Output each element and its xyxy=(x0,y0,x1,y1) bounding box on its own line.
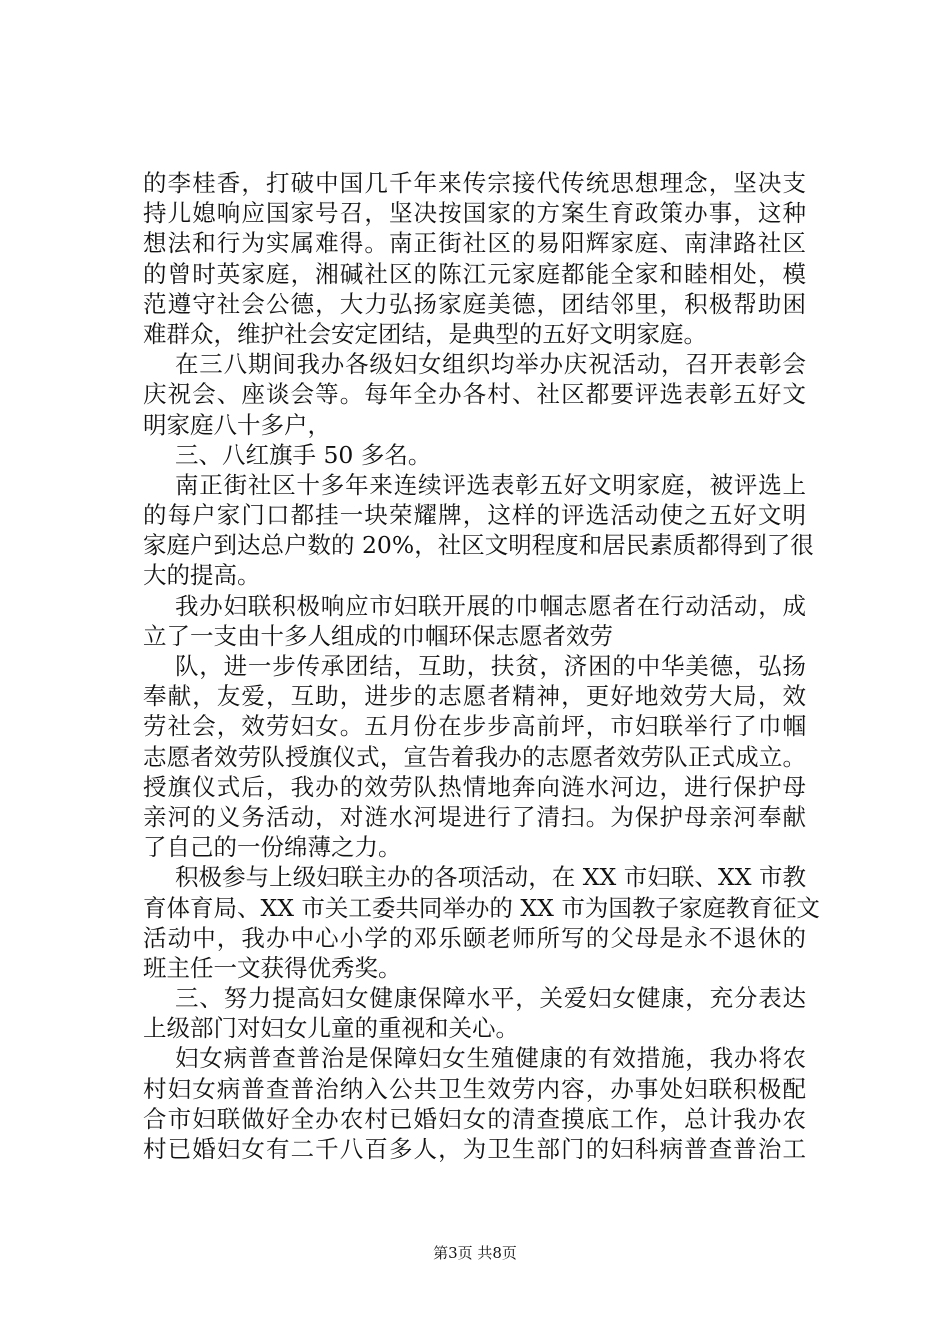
text-line: 家庭户到达总户数的 20%，社区文明程度和居民素质都得到了很 xyxy=(143,531,814,560)
text-line: 活动中，我办中心小学的邓乐颐老师所写的父母是永不退休的 xyxy=(143,923,806,952)
text-line: 积极参与上级妇联主办的各项活动，在 XX 市妇联、XX 市教 xyxy=(175,863,806,892)
text-line: 大的提高。 xyxy=(143,561,261,590)
text-line: 庆祝会、座谈会等。每年全办各村、社区都要评选表彰五好文 xyxy=(143,380,806,409)
text-line: 授旗仪式后，我办的效劳队热情地奔向涟水河边，进行保护母 xyxy=(143,772,806,801)
text-line: 的每户家门口都挂一块荣耀牌，这样的评选活动使之五好文明 xyxy=(143,501,806,530)
text-line: 持儿媳响应国家号召，坚决按国家的方案生育政策办事，这种 xyxy=(143,199,806,228)
text-line: 合市妇联做好全办农村已婚妇女的清查摸底工作，总计我办农 xyxy=(143,1104,806,1133)
text-line: 了自己的一份绵薄之力。 xyxy=(143,833,402,862)
text-line: 村妇女病普查普治纳入公共卫生效劳内容，办事处妇联积极配 xyxy=(143,1074,806,1103)
text-line: 志愿者效劳队授旗仪式，宣告着我办的志愿者效劳队正式成立。 xyxy=(143,742,806,771)
text-line: 村已婚妇女有二千八百多人，为卫生部门的妇科病普查普治工 xyxy=(143,1135,806,1163)
text-line: 在三八期间我办各级妇女组织均举办庆祝活动，召开表彰会 xyxy=(175,350,806,379)
text-line: 三、努力提高妇女健康保障水平，关爱妇女健康，充分表达 xyxy=(175,984,806,1013)
text-line: 的李桂香，打破中国几千年来传宗接代传统思想理念，坚决支 xyxy=(143,169,806,197)
page-footer: 第3页 共8页 xyxy=(433,1244,517,1262)
text-line: 三、八红旗手 50 多名。 xyxy=(175,440,432,469)
text-line: 队，进一步传承团结，互助，扶贫，济困的中华美德，弘扬 xyxy=(175,652,806,680)
text-line: 立了一支由十多人组成的巾帼环保志愿者效劳 xyxy=(143,621,613,650)
text-line: 班主任一文获得优秀奖。 xyxy=(143,953,402,982)
text-line: 劳社会，效劳妇女。五月份在步步高前坪，市妇联举行了巾帼 xyxy=(143,712,806,741)
text-line: 南正街社区十多年来连续评选表彰五好文明家庭，被评选上 xyxy=(175,470,806,499)
text-line: 范遵守社会公德，大力弘扬家庭美德，团结邻里，积极帮助困 xyxy=(143,289,806,318)
text-line: 奉献，友爱，互助，进步的志愿者精神，更好地效劳大局，效 xyxy=(143,682,806,711)
text-line: 明家庭八十多户， xyxy=(143,410,331,439)
text-line: 上级部门对妇女儿童的重视和关心。 xyxy=(143,1014,519,1043)
text-line: 我办妇联积极响应市妇联开展的巾帼志愿者在行动活动，成 xyxy=(175,591,806,620)
text-line: 育体育局、XX 市关工委共同举办的 XX 市为国教子家庭教育征文 xyxy=(143,893,820,922)
text-line: 难群众，维护社会安定团结，是典型的五好文明家庭。 xyxy=(143,319,707,348)
text-line: 亲河的义务活动，对涟水河堤进行了清扫。为保护母亲河奉献 xyxy=(143,802,806,831)
text-line: 想法和行为实属难得。南正街社区的易阳辉家庭、南津路社区 xyxy=(143,229,806,258)
text-line: 妇女病普查普治是保障妇女生殖健康的有效措施，我办将农 xyxy=(175,1044,806,1073)
document-body xyxy=(143,168,820,1164)
text-line: 的曾时英家庭，湘碱社区的陈江元家庭都能全家和睦相处，模 xyxy=(143,259,806,288)
